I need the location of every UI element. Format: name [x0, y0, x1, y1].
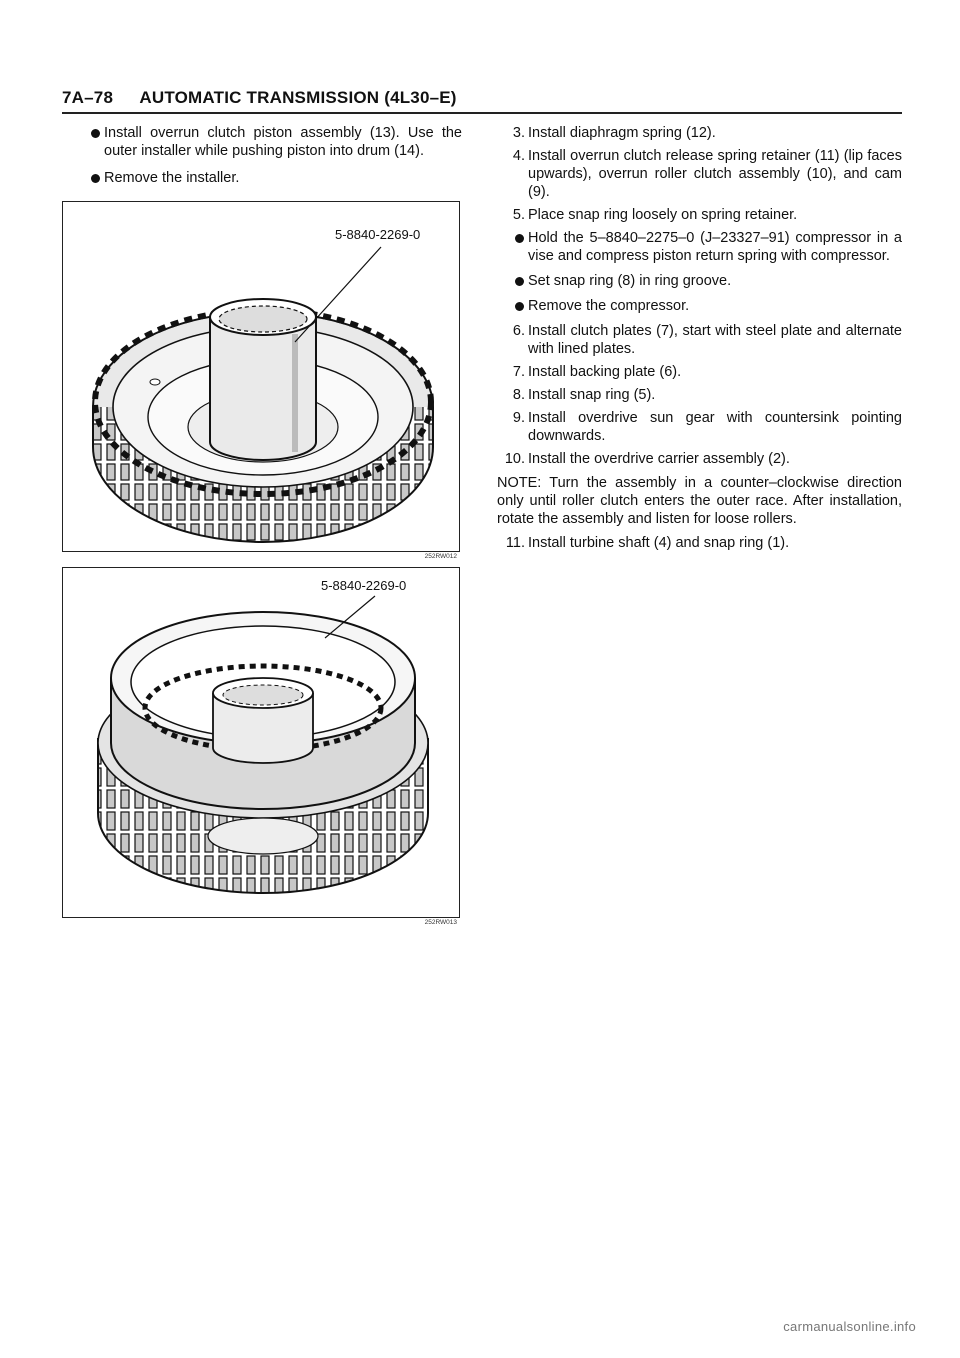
header-rule — [62, 112, 902, 114]
instruction-bullet: Install overrun clutch piston assembly (13). Use the outer installer while pushing piston into drum (14). — [62, 124, 462, 160]
figure-id: 252RW012 — [424, 553, 457, 560]
note-text: NOTE: Turn the assembly in a counter–clockwise direction only until roller clutch enters the outer race. After installation, rotate the assembly and listen for loose rollers. — [497, 475, 902, 527]
watermark-footer: carmanualsonline.info — [783, 1319, 916, 1334]
figure-installer-in-drum — [62, 201, 460, 560]
left-column — [62, 124, 462, 196]
tool-number-label: 5-8840-2269-0 — [335, 227, 421, 242]
section-title: AUTOMATIC TRANSMISSION (4L30–E) — [139, 88, 457, 107]
bullet-icon — [91, 174, 100, 183]
bullet-icon — [515, 277, 524, 286]
step-item: 10. Install the overdrive carrier assembly (2). — [504, 451, 790, 467]
tool-number-label: 5-8840-2269-0 — [321, 578, 407, 593]
right-column — [497, 124, 902, 557]
figure-outer-installer — [62, 567, 460, 926]
sub-bullet: Hold the 5–8840–2275–0 (J–23327–91) compressor in a vise and compress piston return spring with compressor. — [497, 229, 902, 265]
drum-illustration — [63, 202, 459, 551]
outer-installer-illustration — [63, 568, 459, 917]
sub-bullet: Set snap ring (8) in ring groove. — [497, 272, 902, 290]
bullet-icon — [515, 234, 524, 243]
page-header — [62, 88, 457, 108]
step-item: 4. Install overrun clutch release spring retainer (11) (lip faces upwards), overrun roller clutch assembly (10), and cam (9). — [512, 148, 902, 200]
instruction-bullet: Remove the installer. — [62, 169, 462, 187]
bullet-icon — [515, 302, 524, 311]
section-code: 7A–78 — [62, 88, 114, 107]
step-item: 11. Install turbine shaft (4) and snap ring (1). — [505, 535, 790, 551]
bullet-icon — [91, 129, 100, 138]
step-item: 8. Install snap ring (5). — [512, 387, 656, 403]
step-item: 3. Install diaphragm spring (12). — [512, 125, 716, 141]
step-item: 6. Install clutch plates (7), start with steel plate and alternate with lined plates. — [512, 323, 902, 357]
step-item: 9. Install overdrive sun gear with countersink pointing downwards. — [512, 410, 902, 444]
sub-bullet: Remove the compressor. — [497, 297, 902, 315]
figure-id: 252RW013 — [424, 919, 457, 926]
step-item: 7. Install backing plate (6). — [512, 364, 682, 380]
step-item: 5. Place snap ring loosely on spring retainer. — [512, 207, 798, 223]
